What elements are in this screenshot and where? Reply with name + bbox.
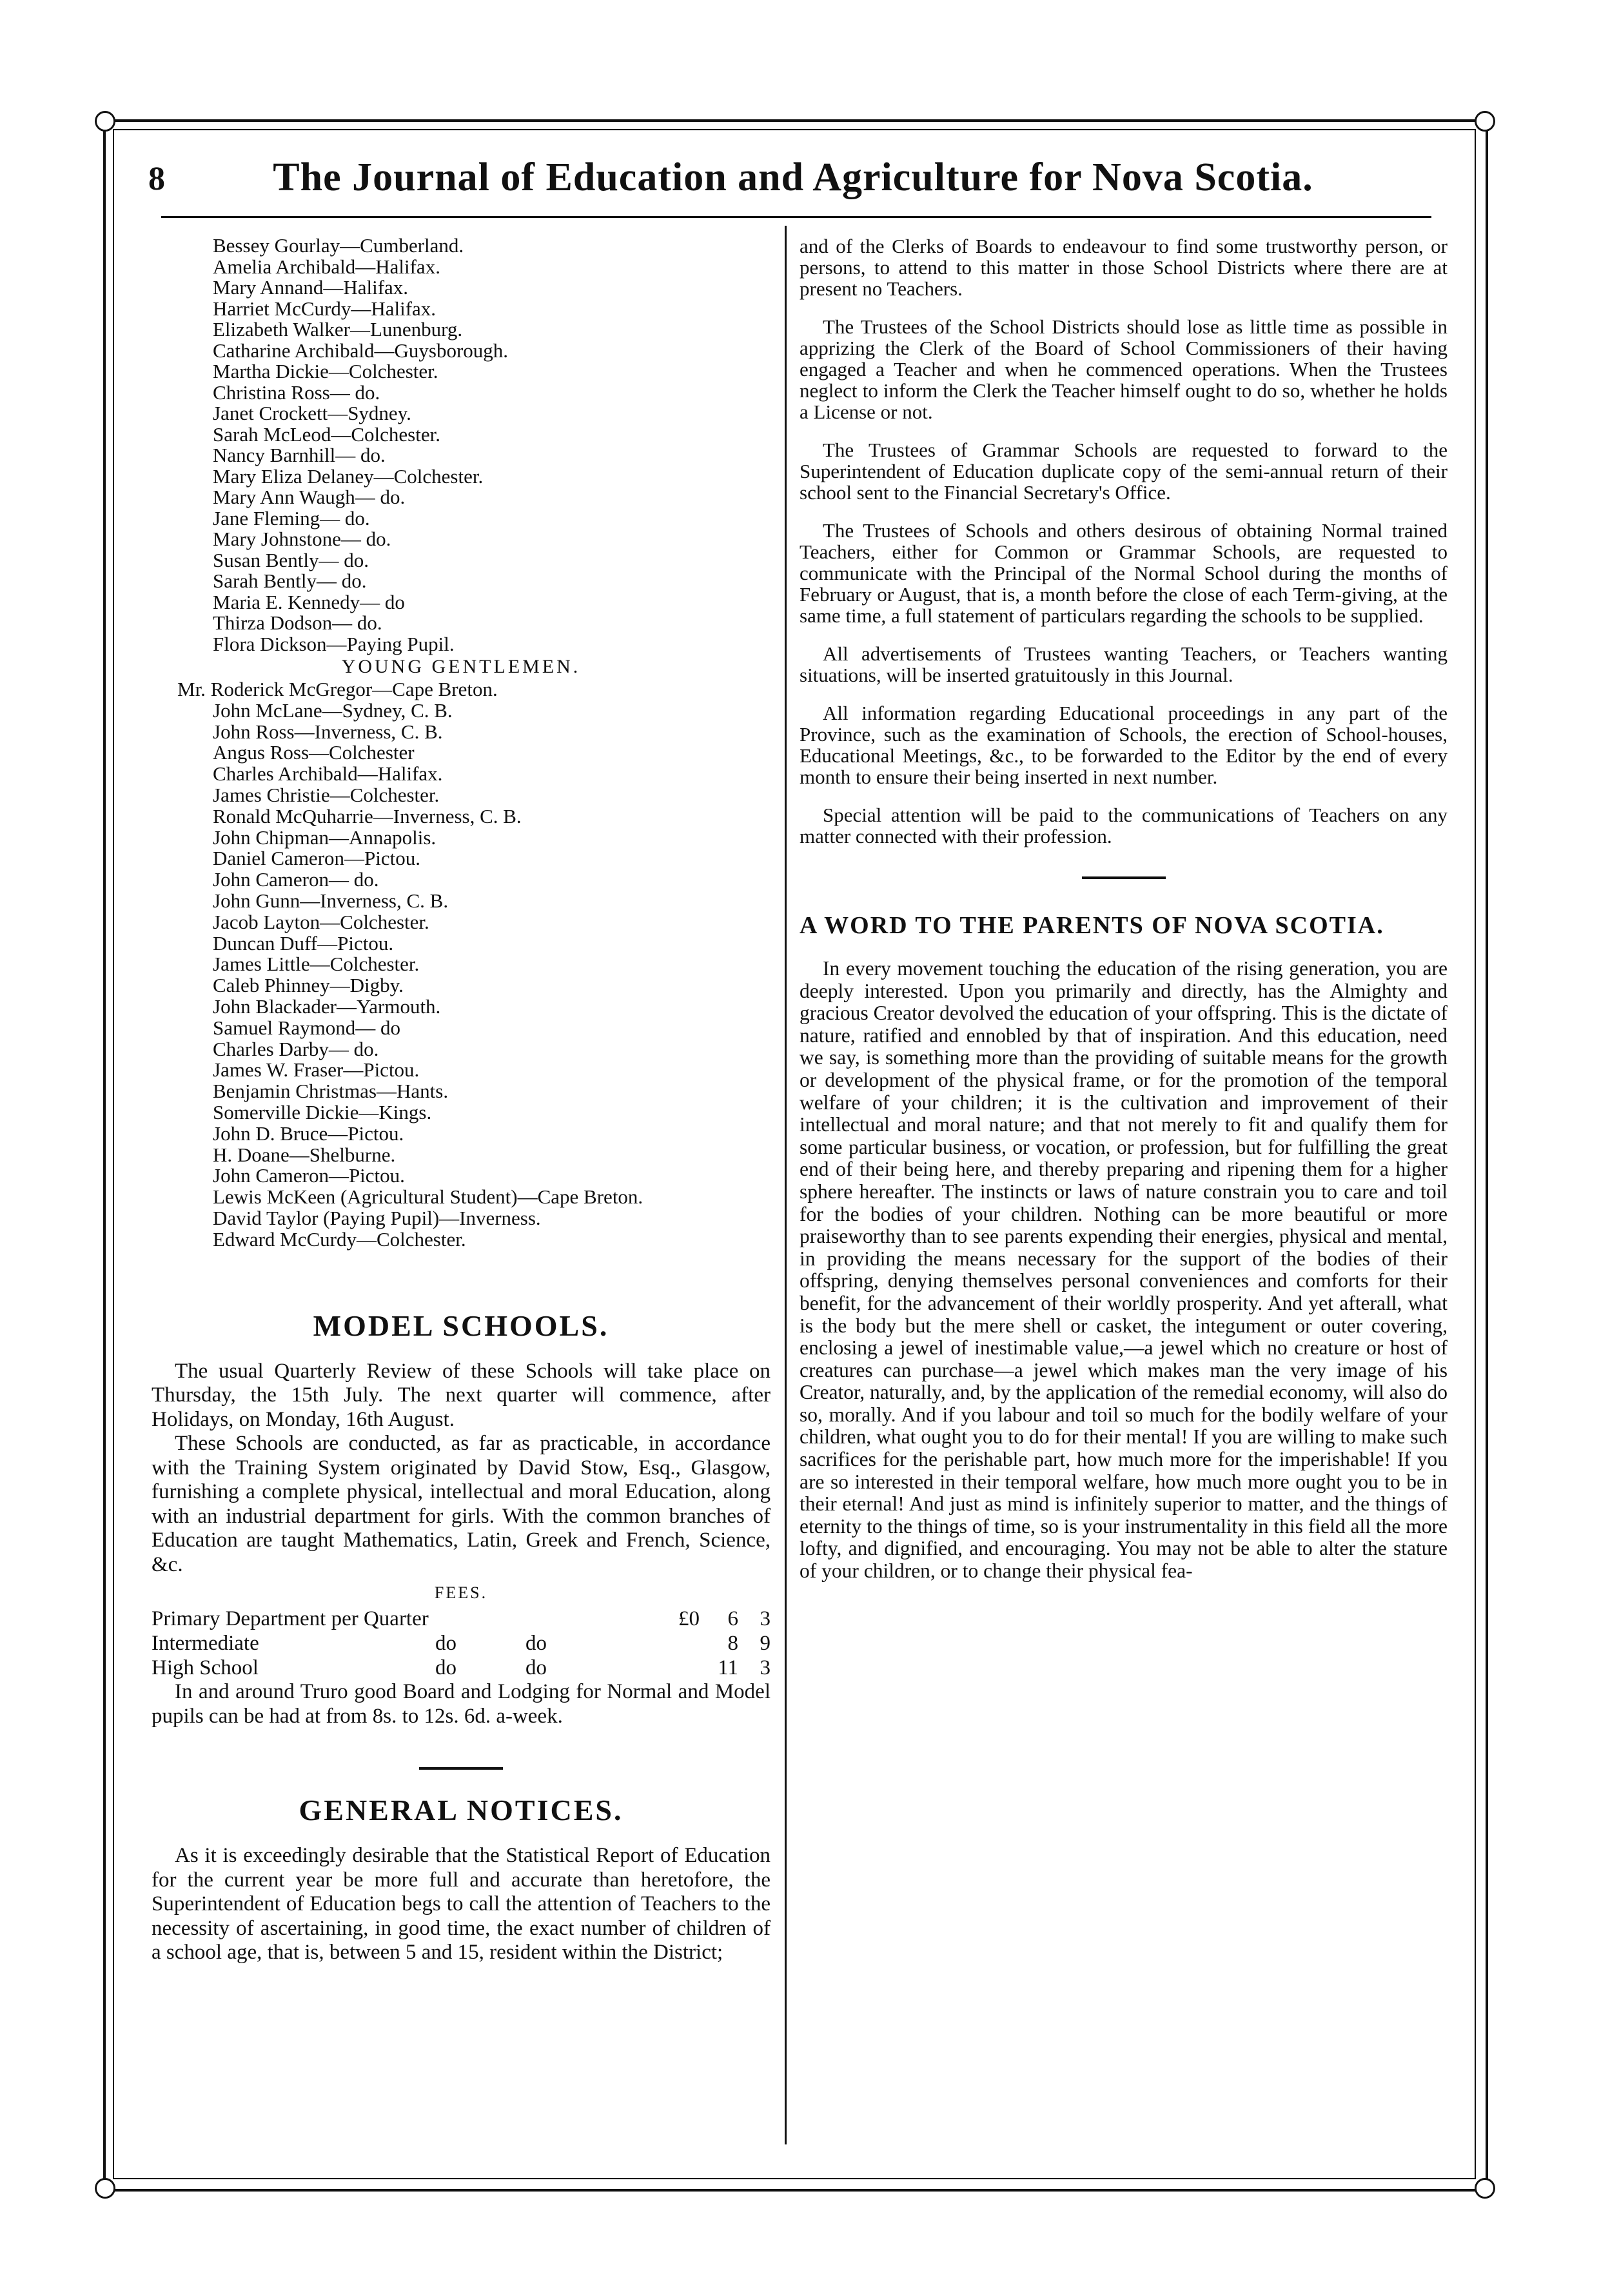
- list-item: Mary Johnstone— do.: [213, 528, 391, 550]
- general-notices-paragraph: As it is exceedingly desirable that the Statistical Report of Education for the current year be more full and accurate than heretofore, the Superintendent of Education begs to call the attention of Teachers to the necessity of ascertaining, in good time, the exact number of children of a school age, that is, between 5 and 15, resident within the District;: [152, 1844, 771, 1964]
- fee-dept: Intermediate: [152, 1632, 259, 1656]
- border-ornament: [95, 111, 115, 132]
- notice-paragraph: All information regarding Educational proceedings in any part of the Province, such as the examination of Schools, the erection of School-houses, Educational Meetings, &c., to be forwarded to the Editor by the end of every month to ensure their being inserted in next number.: [800, 702, 1448, 788]
- notice-paragraph: The Trustees of the School Districts should lose as little time as possible in apprizing the Clerk of the Board of School Commissioners of their having engaged a Teacher and when he commenced operations. When the Trustees neglect to inform the Clerk the Teacher himself ought to do so, whether he holds a License or not.: [800, 315, 1448, 423]
- notice-paragraph: Special attention will be paid to the communications of Teachers on any matter connected with their profession.: [800, 804, 1448, 847]
- list-item: John Gunn—Inverness, C. B.: [213, 889, 449, 912]
- column-divider: [785, 226, 787, 2144]
- list-item: Samuel Raymond— do: [213, 1016, 401, 1039]
- list-item: John Cameron— do.: [213, 868, 379, 891]
- table-row: [152, 1631, 771, 1656]
- fee-ditto: do: [435, 1656, 456, 1680]
- left-column: [152, 235, 771, 1965]
- fee-pounds: £0: [678, 1607, 700, 1631]
- list-item: Amelia Archibald—Halifax.: [213, 255, 440, 278]
- list-item: H. Doane—Shelburne.: [213, 1143, 396, 1166]
- notice-paragraph: The Trustees of Schools and others desirous of obtaining Normal trained Teachers, either for Common or Grammar Schools, are requested to communicate with the Principal of the Normal School during the months of February or August, that is, a month before the close of each Term-giving, at the same time, a full statement of particulars regarding the schools to be supplied.: [800, 519, 1448, 627]
- list-item: Harriet McCurdy—Halifax.: [213, 297, 437, 320]
- general-notices-title: GENERAL NOTICES.: [299, 1794, 623, 1827]
- list-item: Mary Annand—Halifax.: [213, 276, 409, 299]
- border-ornament: [1475, 111, 1495, 132]
- list-item: Catharine Archibald—Guysborough.: [213, 339, 509, 362]
- fee-shillings: 6: [727, 1607, 738, 1631]
- fees-label: FEES.: [434, 1583, 488, 1603]
- list-item: John Ross—Inverness, C. B.: [213, 720, 443, 743]
- fee-pounds: [654, 1656, 700, 1680]
- fee-pence: 3: [760, 1607, 771, 1631]
- border-ornament: [95, 2178, 115, 2199]
- fee-ditto: do: [435, 1632, 456, 1656]
- fee-dept: High School: [152, 1656, 259, 1680]
- list-item: Christina Ross— do.: [213, 381, 380, 404]
- model-schools-paragraph: These Schools are conducted, as far as practicable, in accordance with the Training System originated by David Stow, Esq., Glasgow, furnishing a complete physical, intellectual and moral Education, along with an industrial department for girls. With the common branches of Education are taught Mathematics, Latin, Greek and French, Science, &c.: [152, 1432, 771, 1576]
- fee-ditto: [435, 1607, 525, 1631]
- list-item: James Christie—Colchester.: [213, 783, 440, 806]
- table-row: [152, 1607, 771, 1631]
- list-item: James W. Fraser—Pictou.: [213, 1058, 420, 1082]
- list-item: Maria E. Kennedy— do: [213, 590, 405, 613]
- board-note: In and around Truro good Board and Lodging for Normal and Model pupils can be had at from 8s. to 12s. 6d. a-week.: [152, 1680, 771, 1728]
- list-item: John D. Bruce—Pictou.: [213, 1122, 404, 1145]
- list-item: Charles Darby— do.: [213, 1037, 379, 1060]
- page-header: [129, 148, 1457, 206]
- list-item: Flora Dickson—Paying Pupil.: [213, 632, 455, 655]
- model-schools-title: MODEL SCHOOLS.: [313, 1309, 609, 1342]
- list-item: Lewis McKeen (Agricultural Student)—Cape Breton.: [213, 1185, 643, 1209]
- page-number: 8: [148, 161, 165, 197]
- fee-ditto: do: [525, 1632, 547, 1656]
- list-item: David Taylor (Paying Pupil)—Inverness.: [213, 1206, 541, 1229]
- list-item: John Blackader—Yarmouth.: [213, 995, 441, 1018]
- list-item: Charles Archibald—Halifax.: [213, 762, 443, 786]
- list-item: Benjamin Christmas—Hants.: [213, 1080, 449, 1103]
- notice-paragraph: All advertisements of Trustees wanting Teachers, or Teachers wanting situations, will be inserted gratuitously in this Journal.: [800, 642, 1448, 686]
- list-item: Sarah McLeod—Colchester.: [213, 422, 440, 446]
- fee-shillings: 8: [727, 1632, 738, 1656]
- list-item: Mary Eliza Delaney—Colchester.: [213, 464, 484, 488]
- fee-shillings: 11: [718, 1656, 738, 1680]
- list-item: Mary Ann Waugh— do.: [213, 486, 406, 508]
- fee-dept: Primary Department per Quarter: [152, 1607, 429, 1631]
- table-row: [152, 1656, 771, 1680]
- list-item: Angus Ross—Colchester: [213, 741, 415, 764]
- list-item: Thirza Dodson— do.: [213, 611, 382, 634]
- young-ladies-list: [213, 235, 771, 655]
- list-item: Janet Crockett—Sydney.: [213, 402, 411, 424]
- notice-paragraph: and of the Clerks of Boards to endeavour to find some trustworthy person, or persons, to attend to this matter in those School Districts where there are at present no Teachers.: [800, 235, 1448, 300]
- list-item: Duncan Duff—Pictou.: [213, 931, 394, 955]
- list-item: Caleb Phinney—Digby.: [213, 974, 404, 997]
- list-item: Edward McCurdy—Colchester.: [213, 1227, 466, 1251]
- list-item: Ronald McQuharrie—Inverness, C. B.: [213, 804, 522, 827]
- list-item: John McLane—Sydney, C. B.: [213, 698, 453, 722]
- journal-title: The Journal of Education and Agriculture for Nova Scotia.: [273, 155, 1313, 199]
- fee-pounds: [654, 1631, 700, 1656]
- article-title: A WORD TO THE PARENTS OF NOVA SCOTIA.: [800, 912, 1384, 939]
- list-item: Jacob Layton—Colchester.: [213, 910, 429, 933]
- list-item: Martha Dickie—Colchester.: [213, 360, 438, 382]
- right-column: [800, 235, 1448, 1583]
- border-ornament: [1475, 2178, 1495, 2199]
- fee-ditto: [525, 1607, 654, 1631]
- fees-table: [152, 1607, 771, 1680]
- list-item: Mr. Roderick McGregor—Cape Breton.: [177, 678, 498, 700]
- young-gentlemen-heading: YOUNG GENTLEMEN.: [341, 656, 581, 677]
- list-item: Somerville Dickie—Kings.: [213, 1100, 432, 1123]
- list-item: Elizabeth Walker—Lunenburg.: [213, 318, 463, 341]
- list-item: Sarah Bently— do.: [213, 569, 367, 592]
- fee-ditto: do: [525, 1656, 547, 1680]
- list-item: John Cameron—Pictou.: [213, 1164, 405, 1187]
- list-item: Jane Fleming— do.: [213, 506, 370, 529]
- fee-pence: 9: [760, 1632, 771, 1656]
- young-gentlemen-list: [177, 679, 771, 1251]
- list-item: James Little—Colchester.: [213, 953, 420, 976]
- notice-paragraph: The Trustees of Grammar Schools are requested to forward to the Superintendent of Education duplicate copy of the semi-annual return of their school sent to the Financial Secretary's Office.: [800, 439, 1448, 504]
- list-item: Daniel Cameron—Pictou.: [213, 847, 420, 870]
- model-schools-paragraph: The usual Quarterly Review of these Schools will take place on Thursday, the 15th July. The next quarter will commence, after Holidays, on Monday, 16th August.: [152, 1359, 771, 1431]
- fee-pence: 3: [760, 1656, 771, 1680]
- list-item: Bessey Gourlay—Cumberland.: [213, 234, 464, 257]
- header-rule: [161, 216, 1431, 218]
- article-body: In every movement touching the education of the rising generation, you are deeply interested. Upon you primarily and directly, has the Almighty and gracious Creator devolved the education of your offspring. This is the dictate of nature, ratified and ennobled by that of inspiration. And this education, need we say, is something more than the providing of suitable means for the growth or development of the physical frame, or for the promotion of the temporal welfare of your children; it is the cultivation and improvement of their intellectual and moral nature; and that not merely to fit and qualify them for some particular business, or vocation, or profession, but for fulfilling the great end of their being here, and thereby preparing and ripening them for a higher sphere hereafter. The instincts or laws of nature constrain you to care and toil for the bodies of your children. Nothing can be more beautiful or more praiseworthy than to see parents expending their energies, physical and mental, in providing the means necessary for the support of the bodies of their offspring, denying themselves personal conveniences and comforts for their benefit, for the advancement of their worldly prosperity. And yet afterall, what is the body but the mere shell or casket, the integument or outer covering, enclosing a jewel of inestimable value,—a jewel which no creature or host of creatures can purchase—a jewel which makes man the very image of his Creator, naturally, and, by the application of the remedial economy, will also do so, morally. And if you labour and toil so much for the bodily welfare of your children, what ought you to do for their mental! If you are willing to make such sacrifices for the perishable part, how much more for the imperishable! If you are so interested in their temporal welfare, how much more ought you to be in their eternal! And just as mind is infinitely superior to matter, and the things of eternity to the things of time, so is your instrumentality in this field all the more lofty, and dignified, and encouraging. You may not be able to alter the stature of your children, or to change their physical fea-: [800, 957, 1448, 1583]
- list-item: Susan Bently— do.: [213, 548, 369, 571]
- list-item: Nancy Barnhill— do.: [213, 444, 386, 466]
- list-item: John Chipman—Annapolis.: [213, 826, 437, 849]
